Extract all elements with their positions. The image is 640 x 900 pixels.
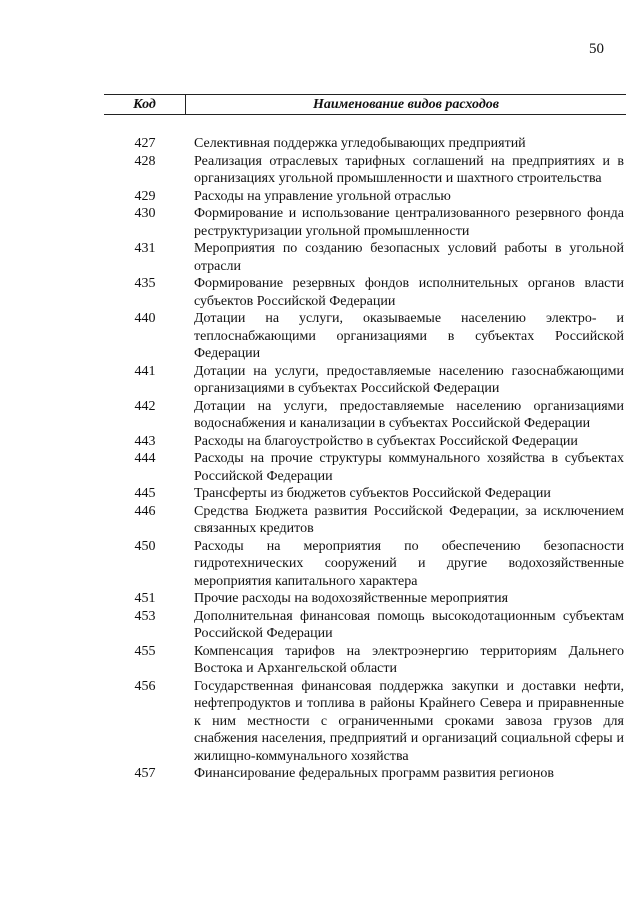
row-name: Расходы на прочие структуры коммунального хозяйства в субъектах Российской Федерации [194, 451, 624, 484]
row-name: Финансирование федеральных программ развития регионов [194, 766, 554, 781]
row-code: 456 [134, 678, 156, 694]
row-code: 428 [134, 153, 156, 169]
row-name: Формирование резервных фондов исполнительных органов власти субъектов Российской Федерации [194, 276, 624, 309]
table-header [104, 94, 626, 115]
row-name: Формирование и использование централизованного резервного фонда реструктуризации угольной промышленности [194, 206, 624, 239]
table-row [104, 450, 626, 485]
row-name: Дотации на услуги, оказываемые населению электро- и теплоснабжающими организациями в субъектах Российской Федерации [194, 311, 624, 361]
row-code: 442 [134, 398, 156, 414]
table-row [104, 678, 626, 766]
table-row [104, 590, 626, 608]
header-name: Наименование видов расходов [312, 97, 500, 112]
table-row [104, 433, 626, 451]
row-code: 450 [134, 538, 156, 554]
row-name: Дотации на услуги, предоставляемые населению газоснабжающими организациями в субъектах Российской Федерации [194, 363, 624, 396]
row-name: Дополнительная финансовая помощь высокодотационным субъектам Российской Федерации [194, 608, 624, 641]
table-row [104, 608, 626, 643]
table-row [104, 765, 626, 783]
row-code: 453 [134, 608, 156, 624]
table-row [104, 310, 626, 363]
row-code: 451 [134, 591, 156, 606]
row-name: Расходы на управление угольной отраслью [194, 188, 451, 204]
row-code: 446 [134, 503, 156, 519]
row-code: 440 [134, 311, 156, 326]
row-name: Государственная финансовая поддержка закупки и доставки нефти, нефтепродуктов и топлива в районы Крайнего Севера и приравненные к ним местности с ограниченными сроками завоза грузов для снабжения населения, предприятий и организаций социальной сферы и жилищно-коммунального хозяйства [194, 678, 624, 764]
table-row [104, 503, 626, 538]
row-name: Расходы на благоустройство в субъектах Российской Федерации [194, 433, 578, 449]
row-code: 455 [134, 643, 156, 659]
table-row [104, 135, 626, 153]
row-name: Компенсация тарифов на электроэнергию территориям Дальнего Востока и Архангельской области [194, 643, 624, 676]
row-code: 444 [134, 451, 156, 466]
table-row [104, 153, 626, 188]
row-name: Расходы на мероприятия по обеспечению безопасности гидротехнических сооружений и другие водохозяйственные мероприятия капитального характера [194, 538, 624, 589]
row-name: Селективная поддержка угледобывающих предприятий [194, 136, 526, 151]
row-code: 435 [134, 276, 156, 291]
row-code: 443 [134, 433, 156, 449]
table-row [104, 205, 626, 240]
row-name: Трансферты из бюджетов субъектов Российской Федерации [194, 486, 551, 501]
table-row [104, 538, 626, 591]
row-code: 427 [134, 136, 156, 151]
table-row [104, 485, 626, 503]
table-row [104, 363, 626, 398]
table-row [104, 275, 626, 310]
row-name: Реализация отраслевых тарифных соглашений на предприятиях и в организациях угольной промышленности и шахтного строительства [194, 153, 624, 186]
expense-types-table [104, 94, 626, 783]
row-code: 445 [134, 486, 156, 501]
row-name: Средства Бюджета развития Российской Федерации, за исключением связанных кредитов [194, 503, 624, 536]
row-code: 457 [134, 766, 156, 781]
row-name: Прочие расходы на водохозяйственные мероприятия [194, 591, 509, 606]
row-code: 429 [134, 188, 156, 204]
row-name: Мероприятия по созданию безопасных условий работы в угольной отрасли [194, 241, 624, 274]
row-code: 430 [134, 206, 156, 221]
table-row [104, 240, 626, 275]
row-code: 431 [134, 241, 156, 256]
table-row [104, 188, 626, 206]
page-number: 50 [589, 41, 604, 57]
header-code: Код [104, 95, 186, 114]
table-body [104, 135, 626, 783]
table-row [104, 398, 626, 433]
table-row [104, 643, 626, 678]
row-name: Дотации на услуги, предоставляемые населению организациями водоснабжения и канализации в субъектах Российской Федерации [194, 398, 624, 431]
row-code: 441 [134, 363, 156, 379]
